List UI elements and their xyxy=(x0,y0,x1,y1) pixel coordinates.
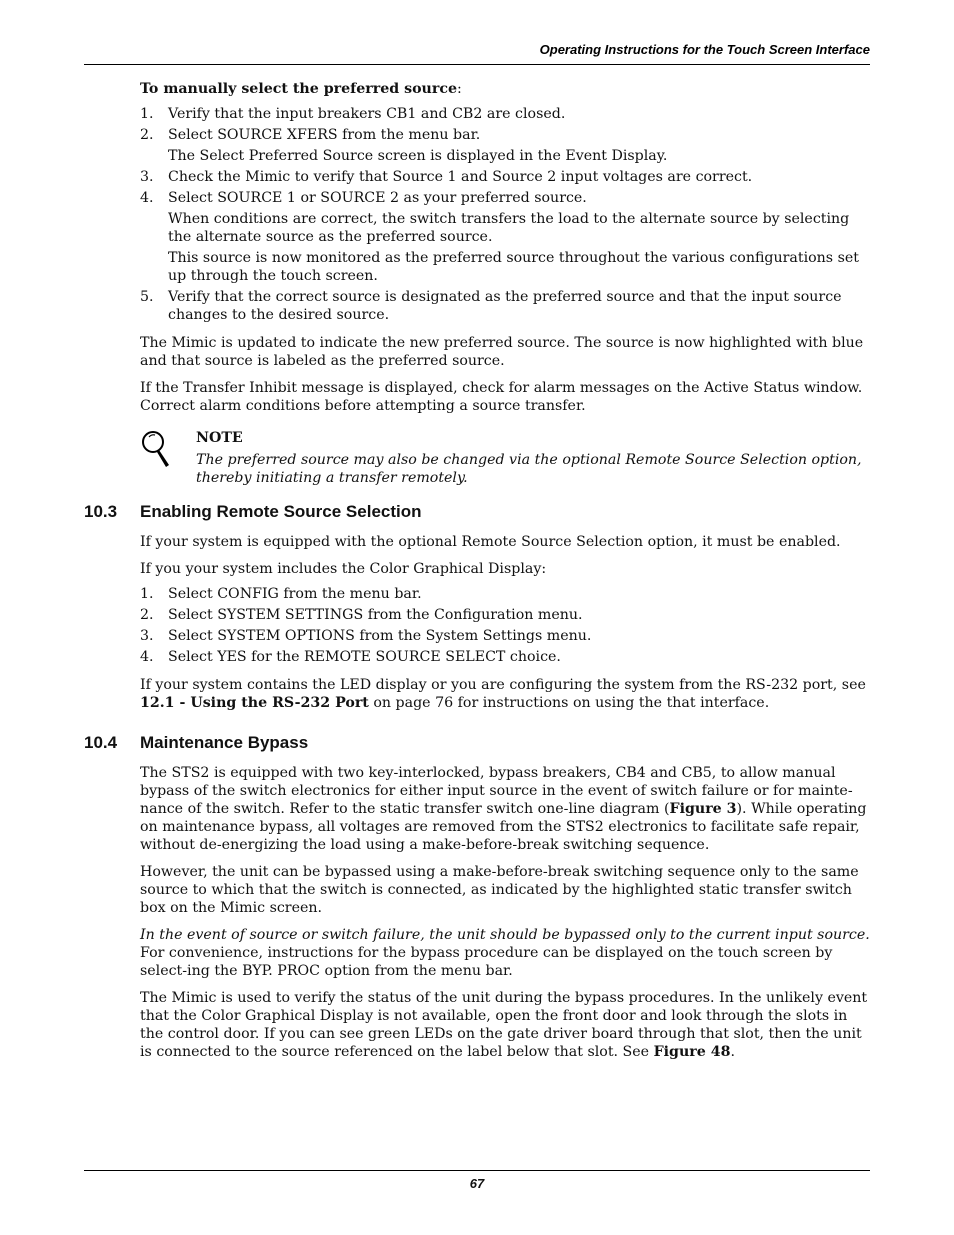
step-text: Select CONFIG from the menu bar. xyxy=(168,586,422,602)
step-text: Select YES for the REMOTE SOURCE SELECT choice. xyxy=(168,649,561,665)
section-title: Maintenance Bypass xyxy=(140,733,309,752)
lead-bold: To manually select the preferred source xyxy=(140,81,458,97)
mimic-updated-paragraph: The Mimic is updated to indicate the new preferred source. The source is now highlighted with blue and that source is labeled as the preferred source. xyxy=(140,335,864,369)
list-item xyxy=(140,168,870,186)
bypass-paragraph-2: However, the unit can be bypassed using a make-before-break switching sequence only to the same source to which that the switch is connected, as indicated by the highlighted static transfer switch box on the Mimic screen. xyxy=(140,864,859,916)
list-item xyxy=(140,189,870,285)
step-text: Verify that the input breakers CB1 and CB2 are closed. xyxy=(168,106,566,122)
step-text: Select SOURCE 1 or SOURCE 2 as your preferred source. xyxy=(168,190,587,206)
section-10-3-heading xyxy=(84,501,870,523)
figure-48-reference[interactable]: Figure 48 xyxy=(653,1044,731,1060)
transfer-inhibit-paragraph: If the Transfer Inhibit message is displayed, check for alarm messages on the Active Status window. Correct alarm conditions before attempting a source transfer. xyxy=(140,380,863,414)
step-subtext: When conditions are correct, the switch transfers the load to the alternate source by selecting the alternate source as the preferred source. xyxy=(168,211,850,245)
mimic-text-b: . xyxy=(730,1044,735,1060)
step-text: Check the Mimic to verify that Source 1 and Source 2 input voltages are correct. xyxy=(168,169,753,185)
step-number: 3. xyxy=(140,628,154,644)
page-content xyxy=(84,80,870,1070)
rs232-text-a: If your system contains the LED display or you are configuring the system from the RS-232 port, see xyxy=(140,677,866,693)
list-item xyxy=(140,288,870,324)
page-number: 67 xyxy=(469,1176,485,1191)
list-item xyxy=(140,126,870,165)
step-number: 4. xyxy=(140,190,154,206)
color-display-lead: If you your system includes the Color Graphical Display: xyxy=(140,561,547,577)
step-text: Select SYSTEM SETTINGS from the Configuration menu. xyxy=(168,607,583,623)
note-block xyxy=(140,429,870,487)
bypass-paragraph-1 xyxy=(140,764,870,854)
manual-select-lead xyxy=(140,80,870,98)
step-number: 1. xyxy=(140,106,154,122)
bypass-paragraph-4 xyxy=(140,989,870,1061)
step-number: 3. xyxy=(140,169,154,185)
step-text: Select SYSTEM OPTIONS from the System Settings menu. xyxy=(168,628,592,644)
mimic-text-a: The Mimic is used to verify the status of the unit during the bypass procedures. In the unlikely event that the Color Graphical Display is not available, open the front door and look through the slots in the control door. If you can see green LEDs on the gate driver board through that slot, then the unit is connected to the source referenced on the label below that slot. See xyxy=(140,990,868,1060)
bypass-warning-italic: In the event of source or switch failure, the unit should be bypassed only to the current input source. xyxy=(140,927,870,943)
note-text: The preferred source may also be changed via the optional Remote Source Selection option, thereby initiating a transfer remotely. xyxy=(196,452,862,486)
remote-option-paragraph: If your system is equipped with the optional Remote Source Selection option, it must be enabled. xyxy=(140,534,841,550)
note-label: NOTE xyxy=(196,430,243,446)
list-item xyxy=(140,627,870,645)
step-number: 4. xyxy=(140,649,154,665)
remote-source-steps xyxy=(140,585,870,666)
running-header-title: Operating Instructions for the Touch Screen Interface xyxy=(539,42,870,57)
figure-3-reference[interactable]: Figure 3 xyxy=(669,801,737,817)
magnifier-icon xyxy=(140,429,174,469)
bypass-text-a: The STS2 is equipped with two key-interlocked, bypass breakers, CB4 and CB5, to allow manual bypass of the switch electronics for either input source in the event of switch failure or for mainte-nance of the switch. Refer to the static transfer switch one-line diagram ( xyxy=(140,765,853,817)
header-rule xyxy=(84,64,870,65)
list-item xyxy=(140,648,870,666)
rs232-paragraph xyxy=(140,676,870,712)
rs232-cross-reference[interactable]: 12.1 - Using the RS-232 Port xyxy=(140,695,369,711)
step-number: 5. xyxy=(140,289,154,305)
list-item xyxy=(140,606,870,624)
footer-rule xyxy=(84,1170,870,1171)
step-text: Verify that the correct source is designated as the preferred source and that the input source changes to the desired source. xyxy=(168,289,842,323)
section-10-4-heading xyxy=(84,732,870,754)
bypass-text-b: ). While operating on maintenance bypass, all voltages are removed from the STS2 electronics to facilitate safe repair, without de-energizing the load using a make-before-break switching sequence. xyxy=(140,801,867,853)
section-number: 10.4 xyxy=(84,733,118,752)
bypass-text-rest: For convenience, instructions for the bypass procedure can be displayed on the touch screen by select-ing the BYP. PROC option from the menu bar. xyxy=(140,945,833,979)
lead-suffix: : xyxy=(457,81,462,97)
section-title: Enabling Remote Source Selection xyxy=(140,502,422,521)
step-number: 2. xyxy=(140,607,154,623)
manual-select-steps xyxy=(140,105,870,324)
step-subtext: This source is now monitored as the preferred source throughout the various configurations set up through the touch screen. xyxy=(168,250,859,284)
step-number: 2. xyxy=(140,127,154,143)
bypass-paragraph-3 xyxy=(140,926,870,980)
rs232-text-b: on page 76 for instructions on using the that interface. xyxy=(368,695,770,711)
list-item xyxy=(140,585,870,603)
step-subtext: The Select Preferred Source screen is displayed in the Event Display. xyxy=(168,148,668,164)
list-item xyxy=(140,105,870,123)
step-text: Select SOURCE XFERS from the menu bar. xyxy=(168,127,481,143)
section-number: 10.3 xyxy=(84,502,118,521)
step-number: 1. xyxy=(140,586,154,602)
